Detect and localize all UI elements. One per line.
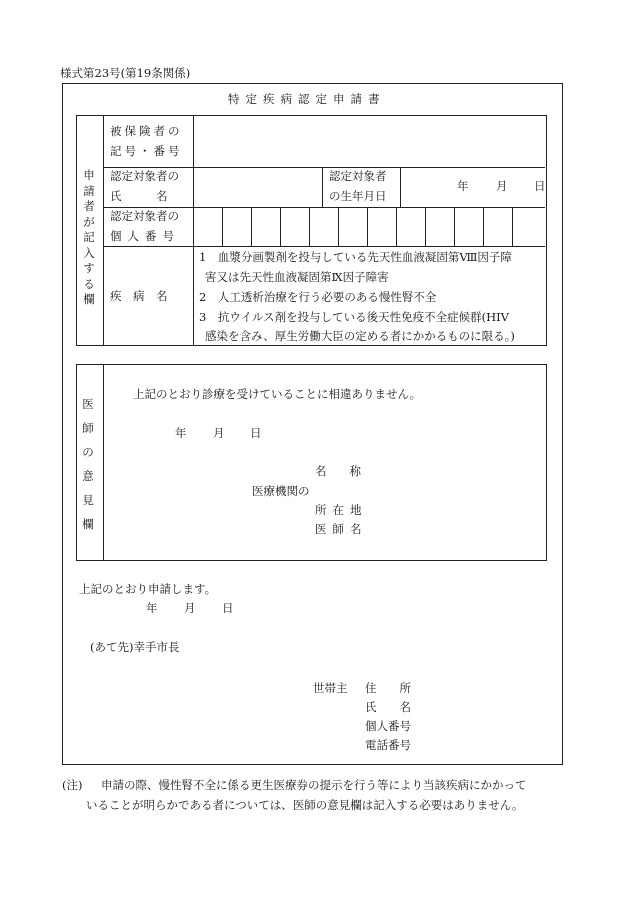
disease-option-1: 1 血漿分画製剤を投与している先天性血液凝固第Ⅷ因子障 — [199, 250, 512, 264]
application-day: 日 — [222, 601, 234, 615]
pid-label: 認定対象者の — [110, 209, 179, 223]
doctor-year: 年 — [175, 426, 187, 440]
household-label: 世帯主 — [313, 681, 348, 695]
insured-label: 被保険者の — [110, 124, 183, 138]
household-address-label: 住 所 — [365, 681, 411, 695]
disease-option-3: 3 抗ウイルス剤を投与している後天性免疫不全症候群(HIV — [199, 310, 509, 324]
household-pid-label: 個人番号 — [365, 719, 411, 733]
addressee: (あて先)幸手市長 — [90, 640, 180, 654]
dob-field[interactable] — [402, 169, 544, 206]
name-label-2: 氏 名 — [110, 189, 168, 203]
pid-label-2: 個人番号 — [110, 229, 180, 243]
doctor-day: 日 — [250, 426, 262, 440]
disease-option-2: 2 人工透析治療を行う必要のある慢性腎不全 — [199, 290, 437, 304]
institution-address-label: 所在地 — [315, 503, 368, 517]
doctor-month: 月 — [213, 426, 225, 440]
dob-month: 月 — [496, 179, 508, 193]
dob-label-2: の生年月日 — [329, 189, 387, 203]
disease-option-1-cont: 害又は先天性血液凝固第Ⅸ因子障害 — [205, 270, 389, 284]
insured-number-field[interactable] — [195, 117, 544, 166]
name-label: 認定対象者の — [110, 169, 179, 183]
disease-option-3-cont: 感染を含み、厚生労働大臣の定める者にかかるものに限る。) — [205, 329, 515, 343]
name-field[interactable] — [195, 169, 321, 206]
institution-name-label: 名 称 — [315, 464, 361, 478]
insured-label-2: 記号・番号 — [110, 144, 183, 158]
applicant-side-label: 申請者が記入する欄 — [83, 168, 95, 306]
doctor-side-label: 医師の意見欄 — [82, 397, 94, 531]
application-statement: 上記のとおり申請します。 — [79, 582, 217, 596]
dob-year: 年 — [457, 179, 469, 193]
household-info-field[interactable] — [420, 678, 550, 756]
household-name-label: 氏 名 — [365, 700, 411, 714]
form-title: 特定疾病認定申請書 — [228, 92, 386, 106]
pid-field[interactable] — [195, 209, 544, 245]
note-label: (注) — [62, 778, 83, 792]
household-phone-label: 電話番号 — [365, 738, 411, 752]
note-line-2: いることが明らかである者については、医師の意見欄は記入する必要はありません。 — [86, 798, 524, 812]
dob-label: 認定対象者 — [329, 169, 387, 183]
note-line-1: 申請の際、慢性腎不全に係る更生医療券の提示を行う等により当該疾病にかかって — [101, 778, 527, 792]
doctor-name-label: 医師名 — [315, 522, 368, 536]
doctor-opinion-area[interactable] — [105, 366, 544, 558]
disease-label: 疾 病 名 — [110, 289, 168, 303]
application-month: 月 — [184, 601, 196, 615]
form-number: 様式第23号(第19条関係) — [60, 66, 191, 80]
institution-label: 医療機関の — [252, 484, 310, 498]
application-year: 年 — [146, 601, 158, 615]
doctor-statement: 上記のとおり診療を受けていることに相違ありません。 — [133, 387, 422, 401]
dob-day: 日 — [534, 179, 546, 193]
